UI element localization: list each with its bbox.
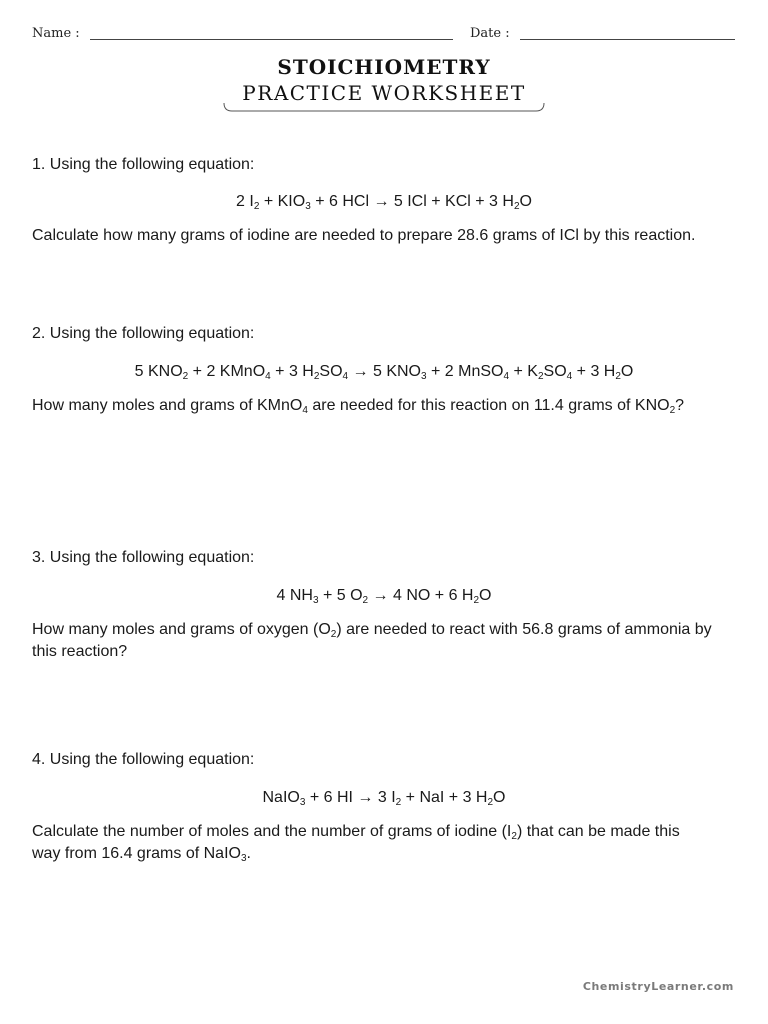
name-field-line	[90, 39, 453, 40]
question-2-text: How many moles and grams of KMnO$_4$ are needed for this reaction on 11.4 grams of $KNO_2$?	[32, 397, 685, 416]
question-1-text: Calculate how many grams of iodine are needed to prepare 28.6 grams of ICl by this reaction.	[32, 227, 696, 244]
question-1-equation: 2 $I_2 + KIO_3 + 6$ HCl → 5 ICl + KCl + 3 $H_2O$	[236, 193, 532, 212]
date-field-line	[520, 39, 735, 40]
question-4-text: Calculate the number of moles and the number of grams of iodine $(I_2)$ that can be made this way from 16.4 grams of NaIO$_3$.	[32, 823, 680, 864]
date-label: Date :	[470, 26, 510, 41]
name-label: Name :	[32, 26, 80, 41]
worksheet-title: STOICHIOMETRY	[277, 55, 491, 79]
question-2-equation: 5 $KNO_2 + 2$ KMnO$_4$ + 3 $H_2SO_4 \to 5$ $KNO_3 + 2$ MnSO$_4$ + $K_2SO_4 + 3$ $H_2O$	[134, 363, 634, 382]
title-underline-bracket	[222, 101, 546, 115]
question-3-equation: 4 $NH_3 + 5$ $O_2 \to 4$ NO + 6 $H_2O$	[276, 587, 492, 606]
question-4-heading: 4. Using the following equation:	[32, 751, 255, 768]
question-1-heading: 1. Using the following equation:	[32, 156, 255, 173]
question-4-equation: NaIO$_3$ + 6 HI → 3 $I_2$ + NaI + 3 $H_2O$	[262, 789, 506, 808]
footer-brand: ChemistryLearner.com	[582, 980, 734, 993]
worksheet-subtitle: PRACTICE WORKSHEET	[242, 81, 526, 105]
question-3-text: How many moles and grams of oxygen $(O_2)$ are needed to react with 56.8 grams of ammonia by this reaction?	[32, 621, 712, 660]
question-3-heading: 3. Using the following equation:	[32, 549, 255, 566]
question-2-heading: 2. Using the following equation:	[32, 325, 255, 342]
